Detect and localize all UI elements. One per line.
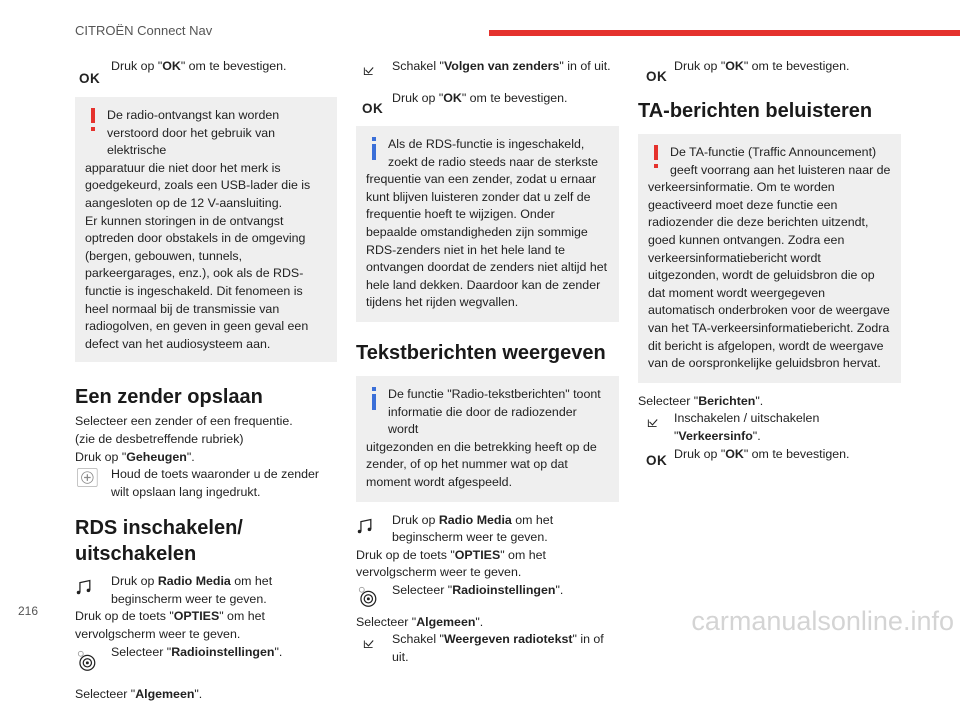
running-header: CITROËN Connect Nav bbox=[75, 23, 213, 38]
watermark: carmanualsonline.info bbox=[691, 606, 954, 636]
info-text-cont: frequentie van een zender, zodat u ernaar kunt blijven luisteren zonder dat u zelf de frequentie hoeft te wijzigen. Onder bepaalde omstandigheden zijn sommige RDS-zenders niet in het hele land te ontvangen doordat de zenders niet altijd het hele land dekken. Daardoor kan de zender tijdens het rijden wegvallen. bbox=[366, 172, 608, 310]
follow-stations-step bbox=[356, 58, 619, 88]
radio-settings-step bbox=[356, 582, 619, 612]
column-1 bbox=[75, 58, 337, 703]
warning-text: De radio-ontvangst kan worden verstoord door het gebruik van elektrische bbox=[107, 108, 280, 158]
step-text: Schakel "Volgen van zenders" in of uit. bbox=[392, 59, 611, 73]
general-step: Selecteer "Algemeen". bbox=[75, 686, 203, 701]
traffic-info-step bbox=[638, 410, 901, 445]
step-text: Druk op "OK" om te bevestigen. bbox=[392, 91, 568, 105]
info-text: Als de RDS-functie is ingeschakeld, zoekt de radio steeds naar de sterkste bbox=[388, 137, 599, 169]
info-text-cont: uitgezonden en die betrekking heeft op de zender, of op het nummer wat op dat moment wordt afgespeeld. bbox=[366, 439, 597, 489]
confirm-ok-step bbox=[638, 58, 901, 88]
ok-icon: OK bbox=[362, 101, 384, 116]
checkbox-icon bbox=[362, 64, 382, 84]
warning-text: De TA-functie (Traffic Announcement) geeft voorrang aan het luisteren naar de bbox=[670, 145, 891, 177]
store-hold-text: Houd de toets waaronder u de zender wilt opslaan lang ingedrukt. bbox=[111, 467, 320, 499]
column-3 bbox=[638, 58, 901, 472]
warning-text-cont: apparatuur die niet door het merk is goedgekeurd, zoals een USB-lader die is aangesloten op de 12 V-aansluiting. bbox=[85, 160, 311, 210]
radio-settings-step bbox=[75, 644, 337, 680]
step-text: Selecteer "Radioinstellingen". bbox=[111, 644, 283, 659]
options-step: Druk op de toets "OPTIES" om het vervolgscherm weer te geven. bbox=[356, 547, 546, 580]
step-text: Druk op Radio Media om het beginscherm weer te geven. bbox=[111, 574, 273, 606]
info-box bbox=[356, 126, 619, 322]
section-heading-store: Een zender opslaan bbox=[75, 386, 263, 409]
warning-icon bbox=[83, 107, 103, 133]
music-note-icon bbox=[75, 577, 99, 601]
step-text: Druk op "OK" om te bevestigen. bbox=[674, 59, 850, 73]
section-heading-ta: TA-berichten beluisteren bbox=[638, 100, 873, 122]
info-box-2 bbox=[356, 376, 619, 502]
store-line-3: Druk op "Geheugen". bbox=[75, 449, 195, 464]
step-text: Inschakelen / uitschakelen "Verkeersinfo". bbox=[674, 411, 820, 443]
step-text: Selecteer "Radioinstellingen". bbox=[392, 582, 564, 597]
options-step: Druk op de toets "OPTIES" om het vervolgscherm weer te geven. bbox=[75, 609, 265, 642]
info-icon bbox=[364, 136, 384, 162]
header-accent-bar bbox=[489, 30, 960, 36]
store-line-1: Selecteer een zender of een frequentie. bbox=[75, 414, 293, 429]
warning-text-2: Er kunnen storingen in de ontvangst optreden door obstakels in de omgeving (bergen, gebouwen, tunnels, parkeergarages, enz.), ook als de RDS-functie is ingeschakeld. Dit fenomeen is heel normaal bij de transmissie van radiogolven, en geven in geen geval een defect van het audiosysteem aan. bbox=[85, 213, 309, 351]
step-text: Schakel "Weergeven radiotekst" in of uit. bbox=[392, 632, 604, 665]
confirm-ok-step bbox=[356, 90, 619, 120]
messages-step: Selecteer "Berichten". bbox=[638, 393, 764, 408]
checkbox-icon bbox=[646, 416, 666, 436]
warning-text-cont: verkeersinformatie. Om te worden geactiveerd moet deze functie een radiozender die deze berichten uitzendt, goed kunnen ontvangen. Zodra een verkeersinformatiebericht wordt uitgezonden, wordt de geluidsbron die op dat moment wordt weergegeven automatisch onderbroken voor de weergave van het TA-verkeersinformatiebericht. Zodra dit bericht is afgelopen, wordt de weergave van de oorspronkelijke geluidsbron hervat. bbox=[648, 180, 890, 371]
ok-icon: OK bbox=[646, 69, 668, 84]
radio-media-step bbox=[356, 512, 619, 547]
general-step: Selecteer "Algemeen". bbox=[356, 614, 484, 629]
column-2 bbox=[356, 58, 619, 667]
section-heading-text: Tekstberichten weergeven bbox=[356, 341, 606, 364]
page-number: 216 bbox=[18, 604, 39, 618]
info-text: De functie "Radio-tekstberichten" toont informatie die door de radiozender wordt bbox=[388, 386, 601, 437]
section-heading-rds: RDS inschakelen/ uitschakelen bbox=[75, 517, 243, 566]
ok-icon: OK bbox=[646, 452, 668, 468]
radio-settings-icon bbox=[75, 648, 103, 676]
info-icon bbox=[364, 386, 384, 412]
music-note-icon bbox=[356, 516, 380, 540]
checkbox-icon bbox=[362, 637, 382, 657]
warning-icon bbox=[646, 144, 666, 170]
step-text: Druk op "OK" om te bevestigen. bbox=[111, 59, 287, 73]
warning-box bbox=[638, 134, 901, 383]
confirm-ok-step-2 bbox=[638, 446, 901, 472]
step-text: Druk op "OK" om te bevestigen. bbox=[674, 446, 850, 461]
radiotext-step bbox=[356, 631, 619, 666]
radio-media-step bbox=[75, 573, 337, 608]
preset-add-icon bbox=[75, 466, 103, 494]
store-hold-step bbox=[75, 466, 337, 501]
store-line-2: (zie de desbetreffende rubriek) bbox=[75, 431, 244, 446]
step-text: Druk op Radio Media om het beginscherm weer te geven. bbox=[392, 512, 554, 545]
ok-icon: OK bbox=[79, 71, 101, 86]
warning-box bbox=[75, 97, 337, 362]
confirm-ok-step bbox=[75, 58, 337, 88]
radio-settings-icon bbox=[356, 584, 384, 612]
